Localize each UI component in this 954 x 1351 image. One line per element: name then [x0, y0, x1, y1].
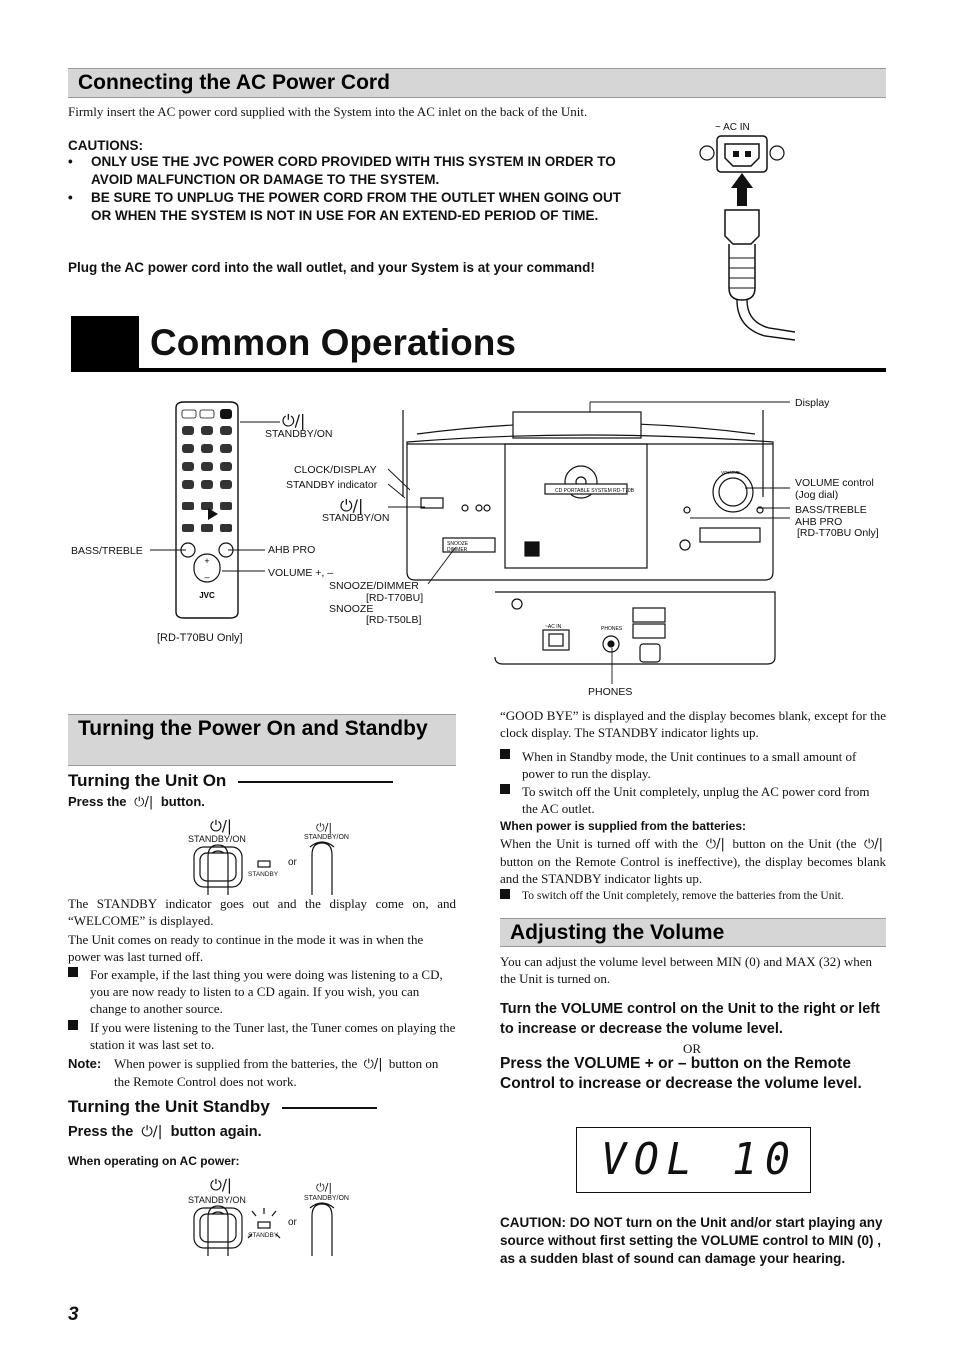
ac-intro: Firmly insert the AC power cord supplied with the System into the AC inlet on the back of the Unit. [68, 104, 588, 119]
label-rd-t70bu-only-remote: [RD-T70BU Only] [157, 632, 243, 644]
label-standby-on-small: STANDBY/ON [188, 834, 246, 844]
remote-brand: JVC [199, 591, 215, 600]
label-bass-treble-unit: BASS/TREBLE [795, 504, 867, 516]
power-section-heading: Turning the Power On and Standby [78, 717, 428, 740]
standby-on-power-icon-top: ⏻/| [282, 411, 306, 430]
bullet-dot: • [68, 154, 73, 169]
batteries-text-c: button on the Remote Control is ineffective), the display becomes blank and the STANDBY indicator lights up. [500, 854, 886, 886]
label-clock-display: CLOCK/DISPLAY [294, 464, 377, 476]
standby-small-label: STANDBY [248, 1232, 279, 1239]
power-symbol-icon: ⏻/| [141, 1124, 163, 1140]
unit-standby-title: Turning the Unit Standby [68, 1097, 270, 1116]
standby-bullet-3 [500, 888, 890, 905]
caution-text-2: BE SURE TO UNPLUG THE POWER CORD FROM THE OUTLET WHEN GOING OUT OR WHEN THE SYSTEM IS NOT IN USE FOR AN EXTEND-ED PERIOD OF TIME. [91, 190, 622, 223]
power-p1: The STANDBY indicator goes out and the display come on, and “WELCOME” is displayed. [68, 896, 456, 928]
power-p2: The Unit comes on ready to continue in the mode it was in when the power was last turned off. [68, 932, 424, 964]
standby-bullet-2-text: To switch off the Unit completely, unplug the AC power cord from the AC outlet. [522, 784, 870, 816]
bullet-square [500, 889, 510, 899]
press-on-text-b: button. [160, 794, 205, 809]
volume-or: OR [683, 1041, 702, 1056]
label-volume-pm: VOLUME +, – [268, 567, 334, 579]
batteries-label: When power is supplied from the batteries: [500, 819, 747, 833]
press-on-text-a: Press the [68, 794, 127, 809]
unit-illustration [395, 402, 785, 682]
or-text: or [288, 857, 297, 868]
note-label: Note: [68, 1056, 102, 1071]
press-again-instruction [68, 1124, 262, 1140]
unit-on-subheading [68, 771, 448, 791]
label-ahb-pro-remote: AHB PRO [268, 544, 316, 556]
cautions-label: CAUTIONS: [68, 138, 143, 153]
label-phones: PHONES [588, 686, 633, 698]
label-standby-on-tiny: STANDBY/ON [304, 834, 349, 841]
standby-bullet-3-text: To switch off the Unit completely, remove the batteries from the Unit. [522, 890, 844, 902]
power-symbol-icon: ⏻/| [210, 1176, 232, 1194]
label-rd-t70bu: [RD-T70BU] [366, 592, 424, 604]
label-rd-t50lb: [RD-T50LB] [366, 614, 422, 626]
unit-ac-in-text: ~AC IN [545, 624, 562, 630]
power-symbol-icon: ⏻/| [134, 795, 154, 810]
label-standby-on-unit: STANDBY/ON [322, 512, 390, 524]
unit-dimmer-text: DIMMER [447, 547, 468, 553]
label-rd-t70bu-only-unit: [RD-T70BU Only] [797, 527, 879, 539]
ac-in-label: ~ AC IN [715, 122, 750, 133]
bullet-square [500, 784, 510, 794]
power-symbol-icon: ⏻/| [863, 837, 884, 852]
volume-display-text: VOL 10 [601, 1134, 798, 1185]
batteries-text [500, 835, 886, 887]
label-standby-on-tiny: STANDBY/ON [304, 1195, 349, 1202]
batteries-text-a: When the Unit is turned off with the [500, 836, 699, 851]
batteries-text-b: button on the Unit (the [732, 836, 857, 851]
svg-text:–: – [204, 572, 210, 582]
bullet-dot: • [68, 190, 73, 205]
label-display: Display [795, 397, 830, 409]
power-symbol-icon: ⏻/| [316, 821, 333, 834]
power-bullet-1-text: For example, if the last thing you were doing was listening to a CD, you are now ready to listen to a CD again. If you wish, you can change to another source. [90, 967, 443, 1016]
unit-snooze-text: SNOOZE [447, 541, 469, 547]
label-ahb-pro-unit: AHB PRO [795, 516, 843, 528]
volume-caution: CAUTION: DO NOT turn on the Unit and/or start playing any source without first setting the VOLUME control to MIN (0) , as a sudden blast of sound can damage your hearing. [500, 1215, 883, 1266]
goodbye-text: “GOOD BYE” is displayed and the display becomes blank, except for the clock display. The STANDBY indicator lights up. [500, 708, 886, 740]
standby-on-power-icon-mid: ⏻/| [340, 496, 364, 515]
bullet-square [68, 1020, 78, 1030]
unit-cd-label: CD PORTABLE SYSTEM RD-T70B [555, 488, 634, 494]
label-standby-on-small: STANDBY/ON [188, 1195, 246, 1205]
label-snooze-dimmer: SNOOZE/DIMMER [329, 580, 419, 592]
volume-section-heading-bar [500, 918, 886, 947]
unit-phones-text: PHONES [601, 626, 623, 632]
power-bullet-2-text: If you were listening to the Tuner last, the Tuner comes on playing the station it was last set to. [90, 1020, 456, 1052]
power-note [68, 1055, 456, 1090]
power-bullet-2 [68, 1019, 456, 1053]
unit-volume-text: VOLUME [721, 470, 741, 475]
label-bass-treble-remote: BASS/TREBLE [71, 545, 143, 557]
power-symbol-icon: ⏻/| [210, 817, 232, 835]
power-symbol-icon: ⏻/| [705, 837, 725, 852]
unit-on-rule [238, 781, 393, 783]
press-illustration-standby [186, 1176, 356, 1256]
or-text: or [288, 1217, 297, 1228]
volume-section-heading: Adjusting the Volume [510, 921, 725, 944]
standby-small-label: STANDBY [248, 871, 279, 878]
label-jog-dial: (Jog dial) [795, 489, 839, 501]
bullet-square [68, 967, 78, 977]
press-again-text-a: Press the [68, 1124, 134, 1140]
volume-intro: You can adjust the volume level between MIN (0) and MAX (32) when the Unit is turned on. [500, 954, 872, 986]
press-again-text-b: button again. [170, 1124, 262, 1140]
unit-on-title: Turning the Unit On [68, 771, 227, 790]
bullet-square [500, 749, 510, 759]
caution-text-1: ONLY USE THE JVC POWER CORD PROVIDED WITH THIS SYSTEM IN ORDER TO AVOID MALFUNCTION OR DAMAGE TO THE SYSTEM. [91, 154, 616, 187]
unit-standby-rule [282, 1107, 377, 1109]
page-number: 3 [68, 1304, 79, 1325]
power-bullet-1 [68, 966, 456, 1017]
volume-instruction-remote: Press the VOLUME + or – button on the Remote Control to increase or decrease the volume level. [500, 1055, 862, 1092]
svg-text:+: + [204, 556, 210, 566]
label-volume-control: VOLUME control [795, 477, 874, 489]
press-illustration-on [186, 817, 356, 897]
label-standby-on-remote: STANDBY/ON [265, 428, 333, 440]
standby-bullet-1-text: When in Standby mode, the Unit continues to a small amount of power to run the display. [522, 749, 857, 781]
note-text-a: When power is supplied from the batteries, the [114, 1056, 358, 1071]
volume-instruction-unit: Turn the VOLUME control on the Unit to the right or left to increase or decrease the volume level. [500, 1001, 880, 1037]
power-symbol-icon: ⏻/| [316, 1181, 333, 1194]
common-ops-title: Common Operations [150, 322, 516, 363]
unit-standby-subheading [68, 1097, 448, 1117]
plug-instruction: Plug the AC power cord into the wall outlet, and your System is at your command! [68, 260, 595, 275]
ac-section-heading: Connecting the AC Power Cord [78, 71, 390, 94]
volume-lcd-display [576, 1127, 811, 1193]
label-standby-indicator: STANDBY indicator [286, 479, 378, 491]
note-text-b: button on the Remote Control does not work. [114, 1056, 439, 1089]
standby-bullet-1 [500, 748, 886, 782]
standby-bullet-2 [500, 783, 886, 817]
ac-power-label: When operating on AC power: [68, 1154, 240, 1168]
label-snooze: SNOOZE [329, 603, 374, 615]
press-standby-instruction [68, 794, 205, 810]
power-symbol-icon: ⏻/| [363, 1057, 383, 1072]
power-section-heading-bar [68, 714, 456, 766]
